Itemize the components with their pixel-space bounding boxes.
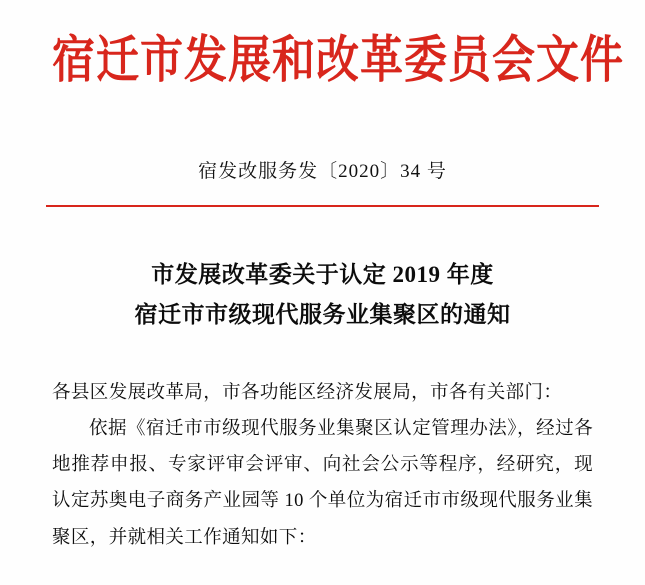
red-separator-rule bbox=[46, 205, 599, 207]
document-title-line-2: 宿迁市市级现代服务业集聚区的通知 bbox=[134, 302, 511, 327]
document-title-line-1: 市发展改革委关于认定 2019 年度 bbox=[151, 261, 494, 287]
recipients-line: 各县区发展改革局，市各功能区经济发展局，市各有关部门： bbox=[52, 383, 563, 404]
document-number: 宿发改服务发〔2020〕34 号 bbox=[198, 160, 447, 182]
masthead bbox=[52, 0, 624, 91]
document-title bbox=[52, 255, 593, 336]
document-body bbox=[52, 375, 593, 555]
body-paragraph-1: 依据《宿迁市市级现代服务业集聚区认定管理办法》，经过各地推荐申报、专家评审会评审、向社会公示等程序，经研究，现认定苏奥电子商务产业园等 10 个单位为宿迁市市级现代服务业集聚区，并就相关工作通知如下： bbox=[52, 419, 593, 548]
masthead-title: 宿迁市发展和改革委员会文件 bbox=[52, 31, 624, 91]
